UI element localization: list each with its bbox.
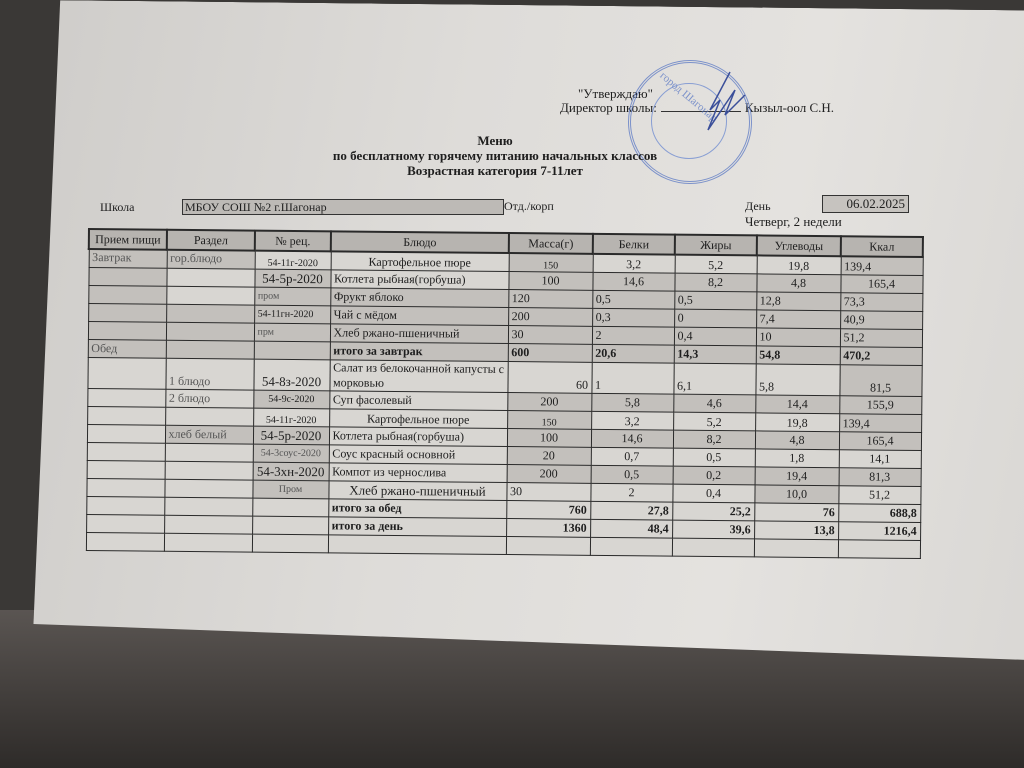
cell-kcal: 470,2	[840, 347, 922, 366]
cell-carbs: 19,8	[755, 413, 839, 432]
cell-protein: 27,8	[590, 501, 672, 520]
cell-mass: 200	[508, 308, 592, 327]
cell-meal: Обед	[88, 340, 166, 359]
signature-icon	[690, 70, 750, 140]
cell-recipe	[254, 341, 330, 360]
director-name: Кызыл-оол С.Н.	[744, 100, 835, 115]
cell-recipe: пром	[254, 287, 330, 306]
cell-meal: Завтрак	[89, 249, 167, 268]
cell-protein: 5,8	[591, 393, 673, 412]
cell-carbs: 54,8	[756, 346, 840, 365]
cell-kcal: 155,9	[839, 396, 921, 415]
cell-kcal: 139,4	[841, 256, 923, 275]
stamp-text: город Шагонар	[657, 69, 720, 125]
cell-meal	[87, 358, 165, 390]
cell-fat: 0,5	[673, 448, 755, 467]
cell-dish: итого за обед	[328, 499, 506, 519]
cell-carbs: 13,8	[754, 521, 838, 540]
cell-protein: 48,4	[590, 519, 672, 538]
cell-empty	[164, 533, 252, 552]
title-subtitle: по бесплатному горячему питанию начальных классов	[332, 148, 658, 163]
cell-mass: 60	[507, 362, 591, 394]
cell-dish: Салат из белокочанной капусты с морковью	[329, 360, 507, 393]
cell-carbs: 12,8	[756, 292, 840, 311]
cell-carbs: 19,4	[755, 467, 839, 486]
cell-dish: Котлета рыбная(горбуша)	[330, 270, 508, 290]
cell-protein: 0,5	[592, 290, 674, 309]
menu-table	[85, 228, 924, 559]
cell-recipe: 54-3хн-2020	[253, 462, 329, 481]
cell-dish: Картофельное пюре	[331, 251, 509, 271]
column-header: Углеводы	[757, 235, 841, 256]
cell-section	[165, 443, 253, 462]
cell-meal	[88, 304, 166, 323]
cell-dish: Фрукт яблоко	[330, 288, 508, 308]
cell-mass: 1360	[506, 519, 590, 538]
approval-text: "Утверждаю"	[578, 86, 653, 101]
cell-dish: Картофельное пюре	[329, 409, 507, 429]
cell-fat: 0,4	[672, 484, 754, 503]
cell-empty	[86, 532, 164, 551]
column-header: Жиры	[675, 235, 757, 256]
document-title	[330, 133, 660, 178]
cell-dish: итого за завтрак	[330, 342, 508, 362]
cell-dish: итого за день	[328, 517, 506, 537]
cell-kcal: 1216,4	[838, 522, 920, 541]
cell-fat: 5,2	[673, 412, 755, 431]
cell-mass: 100	[508, 272, 592, 291]
cell-section	[164, 497, 252, 516]
cell-empty	[328, 535, 506, 555]
cell-mass: 20	[507, 447, 591, 466]
cell-empty	[506, 537, 590, 556]
cell-mass: 30	[508, 326, 592, 345]
cell-recipe	[252, 516, 328, 535]
cell-carbs: 5,8	[755, 364, 839, 396]
cell-recipe: 54-11г-2020	[253, 408, 329, 427]
cell-recipe: Пром	[252, 480, 328, 499]
cell-section	[164, 479, 252, 498]
cell-protein: 2	[592, 326, 674, 345]
cell-protein: 0,7	[591, 447, 673, 466]
cell-empty	[590, 537, 672, 556]
column-header: Раздел	[167, 230, 255, 251]
cell-meal	[87, 442, 165, 461]
cell-section	[166, 322, 254, 341]
cell-mass: 150	[509, 253, 593, 272]
cell-recipe: 54-9с-2020	[253, 390, 329, 409]
director-label: Директор школы:	[560, 100, 657, 115]
cell-recipe: 54-3соус-2020	[253, 444, 329, 463]
cell-fat: 4,6	[673, 394, 755, 413]
school-label: Школа	[100, 200, 135, 214]
cell-meal	[88, 268, 166, 287]
cell-carbs: 4,8	[755, 431, 839, 450]
cell-protein: 1	[591, 362, 673, 394]
school-value: МБОУ СОШ №2 г.Шагонар	[182, 199, 504, 215]
cell-section: гор.блюдо	[167, 250, 255, 269]
cell-protein: 3,2	[593, 254, 675, 273]
day-value: 06.02.2025	[822, 195, 909, 213]
cell-kcal: 139,4	[839, 414, 921, 433]
column-header: Масса(г)	[509, 233, 593, 254]
cell-recipe: прм	[254, 323, 330, 342]
cell-kcal: 165,4	[839, 432, 921, 451]
cell-dish: Соус красный основной	[329, 445, 507, 465]
cell-empty	[672, 538, 754, 557]
cell-fat: 8,2	[674, 273, 756, 292]
cell-meal	[87, 460, 165, 479]
cell-meal	[86, 496, 164, 515]
cell-fat: 25,2	[672, 502, 754, 521]
column-header: Блюдо	[331, 231, 509, 253]
cell-fat: 0,2	[673, 466, 755, 485]
dept-label: Отд./корп	[504, 199, 554, 213]
cell-fat: 8,2	[673, 430, 755, 449]
cell-mass: 600	[508, 344, 592, 363]
cell-mass: 120	[508, 290, 592, 309]
cell-fat: 0	[674, 309, 756, 328]
cell-fat: 39,6	[672, 520, 754, 539]
cell-recipe: 54-5р-2020	[254, 269, 330, 288]
cell-section	[164, 515, 252, 534]
cell-kcal: 51,2	[838, 486, 920, 505]
cell-carbs: 19,8	[757, 255, 841, 274]
cell-meal	[88, 322, 166, 341]
cell-dish: Компот из чернослива	[329, 463, 507, 483]
cell-fat: 0,4	[674, 327, 756, 346]
cell-section: 2 блюдо	[165, 389, 253, 408]
cell-section	[165, 461, 253, 480]
cell-mass: 200	[507, 465, 591, 484]
cell-recipe: 54-11г-2020	[255, 251, 331, 270]
cell-protein: 2	[590, 483, 672, 502]
cell-protein: 0,3	[592, 308, 674, 327]
cell-fat: 14,3	[674, 345, 756, 364]
cell-meal	[86, 478, 164, 497]
title-age-category: Возрастная категория 7-11лет	[407, 163, 583, 178]
cell-meal	[87, 425, 165, 444]
cell-recipe	[252, 498, 328, 517]
day-label: День	[745, 199, 771, 213]
cell-carbs: 10	[756, 328, 840, 347]
cell-dish: Хлеб ржано-пшеничный	[330, 324, 508, 344]
cell-section	[166, 286, 254, 305]
cell-kcal: 40,9	[840, 311, 922, 330]
cell-carbs: 4,8	[756, 274, 840, 293]
cell-recipe: 54-8з-2020	[253, 359, 329, 391]
cell-mass: 760	[506, 501, 590, 520]
cell-fat: 6,1	[673, 363, 755, 395]
cell-recipe: 54-5р-2020	[253, 426, 329, 445]
cell-section	[166, 304, 254, 323]
column-header: № рец.	[255, 231, 331, 252]
cell-recipe: 54-11гн-2020	[254, 305, 330, 324]
cell-mass: 150	[507, 411, 591, 430]
column-header: Ккал	[841, 236, 923, 257]
cell-mass: 100	[507, 429, 591, 448]
cell-section	[166, 340, 254, 359]
cell-dish: Суп фасолевый	[329, 391, 507, 411]
cell-dish: Котлета рыбная(горбуша)	[329, 427, 507, 447]
cell-carbs: 7,4	[756, 310, 840, 329]
weekday-label: Четверг, 2 недели	[745, 214, 842, 229]
cell-section: хлеб белый	[165, 425, 253, 444]
cell-kcal: 165,4	[840, 275, 922, 294]
cell-protein: 20,6	[592, 344, 674, 363]
cell-kcal: 73,3	[840, 293, 922, 312]
cell-dish: Хлеб ржано-пшеничный	[328, 481, 506, 501]
cell-kcal: 51,2	[840, 329, 922, 348]
cell-meal	[87, 407, 165, 426]
cell-empty	[252, 534, 328, 553]
title-menu: Меню	[477, 133, 513, 148]
cell-protein: 0,5	[591, 465, 673, 484]
column-header: Белки	[593, 234, 675, 255]
cell-meal	[86, 514, 164, 533]
cell-kcal: 688,8	[838, 504, 920, 523]
cell-section	[166, 268, 254, 287]
cell-carbs: 14,4	[755, 395, 839, 414]
cell-kcal: 14,1	[839, 450, 921, 469]
cell-kcal: 81,3	[839, 468, 921, 487]
cell-mass: 30	[506, 483, 590, 502]
cell-carbs: 76	[754, 503, 838, 522]
cell-meal	[87, 389, 165, 408]
cell-dish: Чай с мёдом	[330, 306, 508, 326]
cell-kcal: 81,5	[839, 365, 921, 397]
cell-protein: 14,6	[592, 272, 674, 291]
cell-empty	[754, 539, 838, 558]
cell-carbs: 10,0	[754, 485, 838, 504]
cell-protein: 3,2	[591, 411, 673, 430]
cell-meal	[88, 286, 166, 305]
cell-mass: 200	[507, 393, 591, 412]
cell-empty	[838, 540, 920, 559]
cell-protein: 14,6	[591, 429, 673, 448]
cell-section	[165, 407, 253, 426]
cell-fat: 0,5	[674, 291, 756, 310]
cell-fat: 5,2	[675, 255, 757, 274]
cell-section: 1 блюдо	[165, 358, 253, 390]
column-header: Прием пищи	[89, 229, 167, 250]
cell-carbs: 1,8	[755, 449, 839, 468]
